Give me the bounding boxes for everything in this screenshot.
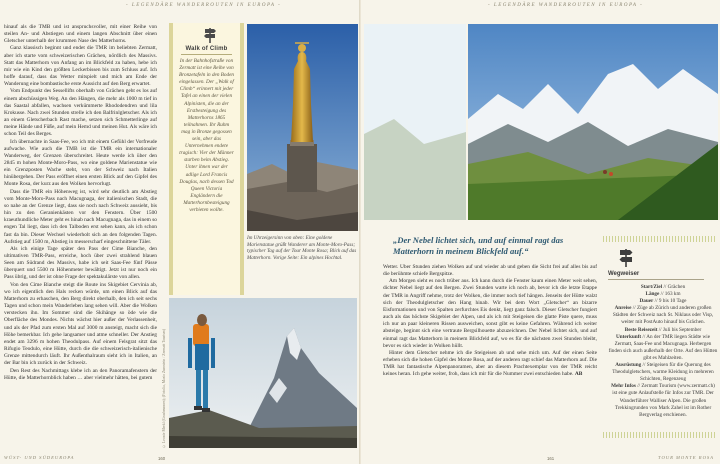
- info-item-best-time: Beste Reisezeit // Juli bis September: [624, 326, 702, 333]
- signpost-icon: [203, 27, 217, 43]
- paragraph: Als ich einige Tage später den Pass der Cime Bianche, den ultimativen TMR-Pass, erreiche, hoch über zwei strahlend blauen Seen am Südrand des Massivs, habe ich seit Saas-Fee fünf Pässe überquert und 5500 m Höhenmeter bewältigt. Jetzt ist nur noch ein Pass übrig, und der ist ohne Frage der spektakulärste von allen.: [4, 245, 157, 281]
- info-item-equipment: Ausrüstung // Steigeisen für die Querung des Theodulgletschers, warme Kleidung in mehreren Schichten, Regenzeug: [612, 362, 714, 383]
- paragraph: Ganz klassisch beginnt und endet die TMR im beliebten Zermatt, aber ich starte vom schweizerischen Grächen, nördlich des Massivs. Statt das Matterhorn von Anfang an im Blickfeld zu haben, hebe ich mir wie ein Kind den größten Leckerbissen bis zum Schluss auf. Ich hoffe darauf, dass das Wetter mitspielt und mich am Ende der Wanderung eine bombastische erste Aussicht auf den Berg erwartet.: [4, 45, 157, 88]
- decorative-border-bottom: [603, 432, 716, 438]
- photo-credit: © Leonie Merkl (Grasbrunnen); (Fotolia, Mario Zumstein / Zermatt Tourism): [162, 328, 166, 448]
- running-header-right: - LEGENDÄRE WANDERROUTEN IN EUROPA -: [488, 3, 644, 8]
- info-item-start: Start/Ziel // Grächen: [640, 284, 686, 290]
- page-number-right: 161: [547, 456, 555, 461]
- wegweiser-info-box: [604, 244, 716, 424]
- info-box-divider: [608, 279, 704, 280]
- folio-right: TOUR MONTE ROSA: [657, 455, 714, 460]
- info-item-accommodation: Unterkunft // An der TMR liegen Städte wie Zermatt, Saas-Fee und Macugnaga. Herbergen finden sich auch außerhalb der Orte. Auf den Hütten gibt es Mahlzeiten.: [608, 333, 718, 361]
- sidebar-title: Walk of Climb: [185, 46, 228, 52]
- running-header-left: - LEGENDÄRE WANDERROUTEN IN EUROPA -: [126, 3, 282, 8]
- pull-quote: „Der Nebel lichtet sich, und auf einmal ragt das Matterhorn in meinem Blickfeld auf.“: [393, 235, 564, 256]
- info-box-title: Wegweiser: [608, 271, 640, 277]
- author-initials: AB: [574, 371, 583, 378]
- signpost-icon: [618, 248, 634, 267]
- paragraph: Den Rest des Nachmittags klebe ich an den Panoramafenstern der Hütte, die Matterhornblick haben … aber vielmehr hätten, bei gutem: [4, 367, 157, 381]
- paragraph: Am Morgen sieht es noch trüber aus. Ich kann durch die Fenster kaum einen Meter weit sehen, dichter Nebel liegt auf den Bergen. Zwei Stunden warte ich noch ab, bevor ich die letzte Etappe der TMR in Angriff nehme, trotz der Wolken, die immer noch tief hängen. Jenseits der Hütte walzt sich der Theodulgletscher den Hang hinab. Wir bei dem Wort „Gletscher“ an bizarre Eisformationen und von Spalten zerfurchtes Eis denkt, liegt ganz falsch. Dieser Gletscher fungiert auch als das höchste Skigebiet der Alpen, und als ich mit Steigeisen die glatte Piste quere, muss ich nur an paar kleineren Rissen ausweichen, sonst gibt es keine Gefahren. Während ich weiter absteige, beginnt sich eine vertraute Bergsilhouette abzuzeichnen. Der Nebel lichtet sich, und auf einmal ragt das Matterhorn in meinem Blickfeld auf, wo es für die nächsten zwei Stunden bleibt, bevor es sich wieder in Wolken hüllt.: [383, 278, 597, 349]
- info-item-arrival: Anreise // Züge ab Zürich und anderen großen Städten der Schweiz nach St. Niklaus oder Visp, weiter mit PostAuto hinauf bis Grächen.: [612, 305, 714, 326]
- paragraph: Hinter dem Gletscher nehme ich die Steigeisen ab und sehe mich um. Auf der einen Seite erheben sich die hohen Gipfel des Monte Rosa, auf der anderen ragt schief das Matterhorn auf. Die TMR hat fantastische Alpenpanoramen, aber an diesem Prachtexemplar von der TMR reicht keines heran. Ich gehe weiter, froh, dass ich mir für die Nummer zwei entschieden habe. AB: [383, 349, 597, 378]
- right-text-column: [383, 264, 597, 450]
- paragraph: Vom Endpunkt des Sessellifts oberhalb von Grächen geht es los auf einem abschüssigen Weg. An den Hängen, die mehr als 1000 m tief in das Saastal abfallen, wachsen verkümmerte Rhododendren und lila Krokusse. Nach zwei Stunden strelle ich den Balfrinlgletscher. Als ich an einem Gletscherbach Rast mache, setzen sich Schmetterlinge auf meine Hände und Füße, auf mein Hemd und meinen Hut. Als wäre ich schon Teil des Berges.: [4, 88, 157, 138]
- photo-golden-madonna: [247, 24, 358, 231]
- photo-monte-rosa-tour: [468, 24, 718, 220]
- folio-left: WÜST- UND SÜDEUROPA: [4, 455, 75, 460]
- left-text-column: [4, 24, 157, 450]
- info-item-duration: Dauer // 9 bis 10 Tage: [639, 298, 687, 305]
- sidebar-divider: [181, 54, 232, 55]
- paragraph: Wetter. Über Stunden ziehen Wolken auf und wieder ab und geben die Sicht frei auf alles bis auf die berühmte schiefe Bergspitze.: [383, 264, 597, 278]
- paragraph: hinauf als die TMB und ist anspruchsvoller, mit einer Reihe von steilen An- und Abstiegen und einem langen Abschnitt über einen Gletscher unterhalb der krummen Nase des Matterhorns.: [4, 24, 157, 45]
- decorative-border-top: [603, 236, 716, 242]
- paragraph: Von den Cime Bianche steigt die Route ins Skigebiet Cervinia ab, wo ich eigentlich den Hals recken würde, um einen Blick auf das Matterhorn zu erhaschen, den Berg direkt oberhalb, den ich seit sechs Tagen und schon mein Wanderleben lang sehen will. Aber die Wolken verstecken ihn. Im Sommer sind die Skihänge so öde wie die Oberfläche des Mondes. Nichts wächst hier außer der Verlassenheit, und als der Pfad zum ersten Mal auf 3000 m ansteigt, macht sich die Höhe bemerkbar. Ich gehe langsamer und atme schneller. Der Anstieg endet am 3296 m hohen Theodulpass. Auf einem Felsgrat sitzt das Rifugio Teodulo, eine Hütte, durch die die schweizerisch-italienische Grenze mittendurch läuft. Ihr Außenthalraum sieht ich in Italien, an der Bar bin ich zurück in der Schweiz.: [4, 281, 157, 367]
- info-item-length: Länge // 163 km: [645, 291, 681, 298]
- info-item-more-info: Mehr Infos // Zermatt Tourism (www.zermatt.ch) ist eine gute Anlaufstelle für Infos zur TMR. Der Wanderführer Walliser Alpen. Die großen Trekkingrunden von Mark Zahel ist im Rother Bergverlag erschienen.: [611, 383, 715, 418]
- page-number-left: 160: [158, 456, 166, 461]
- paragraph: Ich übernachte in Saas-Fee, wo ich mit einem Gefühl der Vorfreude aufwache. Wie auch die TMB ist die TMR ein internationaler Wanderweg, der Grenzen überschreitet. Heute werde ich über den 2845 m hohen Monte-Moro-Pass, wo eine goldene Marienstatue wie ein Grenzposten Wache steht, von der Schweiz nach Italien hinübergehen. Der Pass eröffnet einen ersten Blick auf den Gipfel des Monte Rosa, der kurz aus den Wolken hervorlugt.: [4, 138, 157, 188]
- walk-of-climb-sidebar: [169, 23, 244, 295]
- photo-hiker-matterhorn: [169, 298, 357, 448]
- sidebar-text: In der Bahnhofstraße von Zermatt ist eine Reihe von Bronzetafeln in den Boden eingelassen. Der „Walk of Climb“ erinnert mit jeder Tafel an einen der vielen Alpinisten, die an der Erstbesteigung des Matterhorns 1865 teilnahmen. Ihr Ruhm mag in Bronze gegossen sein, aber das Unternehmen endete tragisch: Vier der Männer starben beim Abstieg. Unter ihnen war der adlige Lord Francis Douglas, nach dessen Tod Queen Victoria Engländern die Matterhornbesteigung verbieten wollte.: [179, 58, 234, 213]
- paragraph: Dass die TMR ein Höhenweg ist, wird sehr deutlich am Abstieg vom Monte-Moro-Pass nach Macugnaga, der italienischen Stadt, die so nahe an der Grenze liegt, dass sie noch nach Schweiz aussieht, bis hin zu den Geranienkästen vor den Fenstern. Über 1500 kraeuthundliche Meter geht es hinab nach Macugnaga, das in einem so engen Tal liegt, dass ich den Talboden erst sehen kann, als ich schon fast da bin. Dieser Wechsel wiederholt sich an den folgenden Tagen. Aufstieg auf 1500 m, Abstieg in messerscharf eingeschnittene Täler.: [4, 188, 157, 245]
- info-box-body: [608, 284, 718, 419]
- right-page: [361, 0, 720, 464]
- photo-caption: Im Uhrzeigersinn von oben: Eine goldene Marienstatue grüßt Wanderer am Monte-Moro-Pass; typischer Tag auf der Tour Monte Rosa; Blick auf das Matterhorn. Vorige Seite: Ein alpines Hochtal.: [247, 235, 357, 261]
- photo-alpine-meadow-left: [364, 24, 466, 220]
